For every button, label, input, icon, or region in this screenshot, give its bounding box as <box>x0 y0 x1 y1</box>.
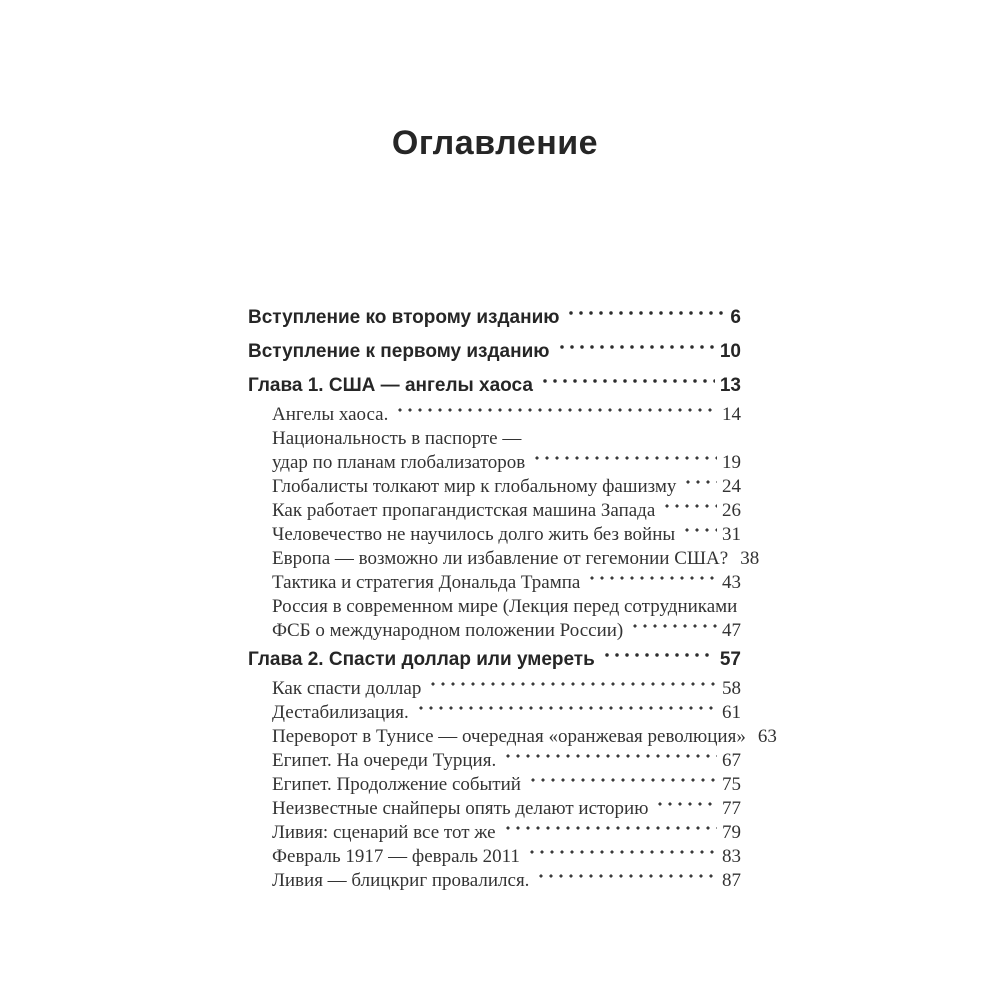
toc-entry-line <box>248 374 741 398</box>
toc-entry <box>248 523 741 547</box>
toc-page-number: 58 <box>722 678 741 699</box>
toc-entry-text: Египет. На очереди Турция. <box>272 750 497 771</box>
toc-page-number: 63 <box>757 726 777 747</box>
toc-entry-line <box>272 451 741 475</box>
toc-entry-line <box>272 725 777 749</box>
toc-page-number: 47 <box>722 620 741 641</box>
toc-page-number: 38 <box>740 548 760 569</box>
toc-entry-line <box>248 306 741 330</box>
toc-entry-text: Дестабилизация. <box>272 702 409 723</box>
toc-page-number: 77 <box>722 798 741 819</box>
toc-page-number: 83 <box>722 846 741 867</box>
toc-entry-text: Глава 2. Спасти доллар или умереть <box>248 649 595 670</box>
toc-entry-line <box>272 547 760 571</box>
toc-entry <box>248 725 777 749</box>
toc-entry <box>248 845 741 869</box>
toc-entry <box>248 499 741 523</box>
dot-leader <box>416 701 717 725</box>
toc-entry-text: Ангелы хаоса. <box>272 404 389 425</box>
dot-leader <box>503 821 717 845</box>
toc-page-number: 14 <box>722 404 741 425</box>
toc-entry-text: Египет. Продолжение событий <box>272 774 521 795</box>
dot-leader <box>662 499 717 523</box>
toc-entry-line <box>272 427 741 451</box>
toc-entry <box>248 374 741 398</box>
toc-entry-line <box>272 403 741 427</box>
toc-entry <box>248 571 741 595</box>
toc-entry <box>248 821 741 845</box>
toc-entry-text: Ливия — блицкриг провалился. <box>272 870 530 891</box>
toc-entry-text: Человечество не научилось долго жить без войны <box>272 524 676 545</box>
toc-page-number: 57 <box>719 649 741 670</box>
toc-page-number: 43 <box>722 572 741 593</box>
toc-entry <box>248 797 741 821</box>
toc-entry-text: Февраль 1917 — февраль 2011 <box>272 846 520 867</box>
page-title: Оглавление <box>391 124 599 162</box>
dot-leader <box>428 677 717 701</box>
toc-entry-line <box>272 821 741 845</box>
toc-entry-text: Вступление ко второму изданию <box>248 307 560 328</box>
toc-entry-line <box>272 571 741 595</box>
dot-leader <box>503 749 717 773</box>
toc-entry-line <box>272 475 741 499</box>
toc-entry <box>248 306 741 330</box>
toc-entry <box>248 595 741 643</box>
dot-leader <box>557 340 715 364</box>
toc-entry <box>248 648 741 672</box>
toc-entry-text: Тактика и стратегия Дональда Трампа <box>272 572 581 593</box>
toc-entry-text: Переворот в Тунисе — очередная «оранжевая революция» <box>272 726 746 747</box>
toc-entry-text: удар по планам глобализаторов <box>272 452 526 473</box>
dot-leader <box>630 619 717 643</box>
dot-leader <box>587 571 717 595</box>
toc-page-number: 13 <box>719 375 741 396</box>
dot-leader <box>532 451 717 475</box>
dot-leader <box>566 306 725 330</box>
toc-entry-line <box>272 749 741 773</box>
toc-entry-line <box>272 845 741 869</box>
toc-list <box>248 301 777 893</box>
toc-entry-text: Неизвестные снайперы опять делают историю <box>272 798 649 819</box>
toc-page-number: 19 <box>722 452 741 473</box>
toc-entry-text: Россия в современном мире (Лекция перед сотрудниками <box>272 596 738 617</box>
toc-entry-text: Национальность в паспорте — <box>272 428 522 449</box>
toc-entry-text: Ливия: сценарий все тот же <box>272 822 496 843</box>
toc-entry-line <box>248 340 741 364</box>
dot-leader <box>395 403 717 427</box>
toc-entry <box>248 547 760 571</box>
toc-entry-line <box>272 523 741 547</box>
toc-entry-text: Европа — возможно ли избавление от гегемонии США? <box>272 548 729 569</box>
toc-entry <box>248 403 741 427</box>
toc-entry-line <box>248 648 741 672</box>
toc-entry-text: Как спасти доллар <box>272 678 422 699</box>
toc-entry <box>248 340 741 364</box>
toc-page-number: 75 <box>722 774 741 795</box>
toc-entry-line <box>272 595 741 619</box>
dot-leader <box>540 374 715 398</box>
dot-leader <box>683 475 717 499</box>
toc-entry <box>248 427 741 475</box>
toc-entry <box>248 869 741 893</box>
toc-entry-text: Как работает пропагандистская машина Запада <box>272 500 656 521</box>
toc-page-number: 24 <box>722 476 741 497</box>
dot-leader <box>527 845 717 869</box>
toc-page-number: 67 <box>722 750 741 771</box>
dot-leader <box>602 648 715 672</box>
toc-entry <box>248 475 741 499</box>
toc-entry-line <box>272 677 741 701</box>
toc-entry-line <box>272 797 741 821</box>
toc-page-number: 87 <box>722 870 741 891</box>
toc-entry <box>248 749 741 773</box>
toc-page-number: 79 <box>722 822 741 843</box>
toc-entry-line <box>272 701 741 725</box>
toc-page-number: 26 <box>722 500 741 521</box>
toc-page-number: 61 <box>722 702 741 723</box>
toc-entry-line <box>272 869 741 893</box>
toc-entry-text: ФСБ о международном положении России) <box>272 620 624 641</box>
toc-entry <box>248 677 741 701</box>
dot-leader <box>682 523 717 547</box>
dot-leader <box>536 869 717 893</box>
dot-leader <box>528 773 717 797</box>
toc-page-number: 6 <box>730 307 741 328</box>
toc-page-number: 31 <box>722 524 741 545</box>
toc-entry-text: Глобалисты толкают мир к глобальному фашизму <box>272 476 677 497</box>
toc-entry-text: Глава 1. США — ангелы хаоса <box>248 375 533 396</box>
toc-page-number: 10 <box>719 341 741 362</box>
toc-entry <box>248 773 741 797</box>
toc-entry-text: Вступление к первому изданию <box>248 341 550 362</box>
toc-entry-line <box>272 499 741 523</box>
toc-entry-line <box>272 619 741 643</box>
dot-leader <box>655 797 717 821</box>
toc-entry-line <box>272 773 741 797</box>
toc-entry <box>248 701 741 725</box>
